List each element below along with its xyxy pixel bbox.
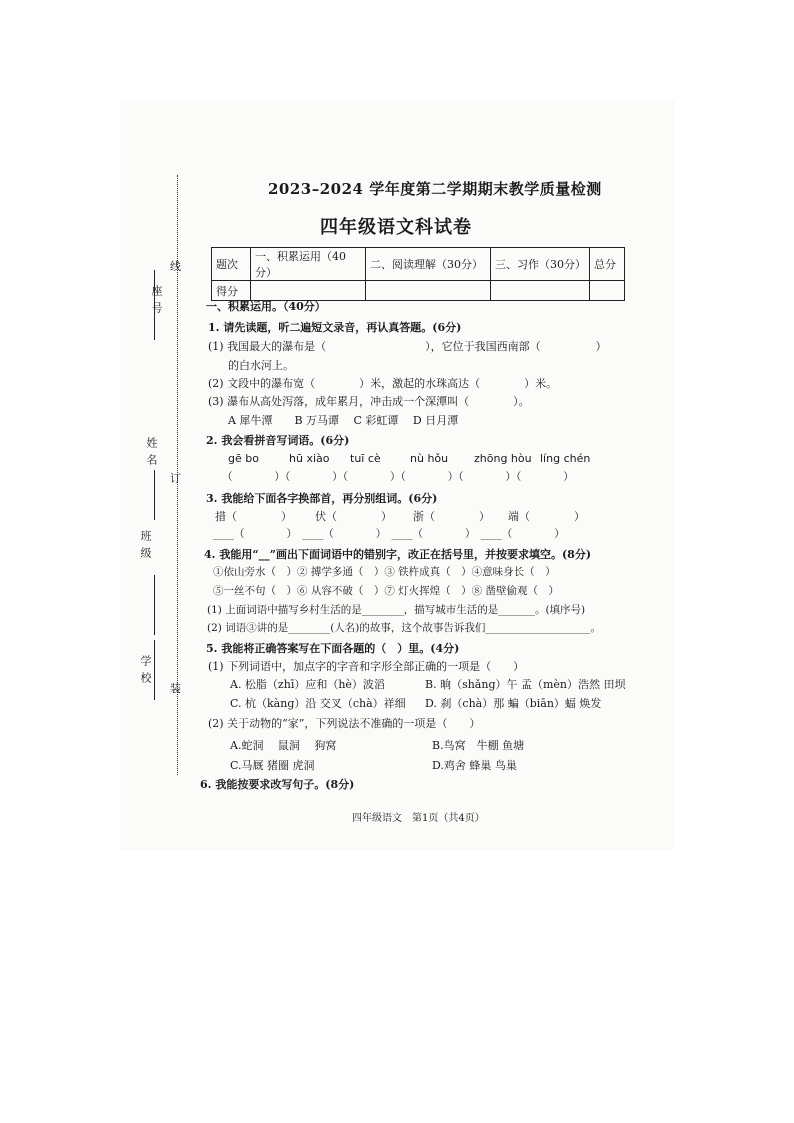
side-label-xuexiao: 学校 — [139, 655, 152, 689]
score-cell: 总分 — [590, 248, 625, 281]
score-cell: 二、阅读理解（30分） — [366, 248, 491, 281]
score-input-cell[interactable] — [491, 281, 590, 301]
q4-row2: ⑤一丝不句（ ）⑥ 从容不破（ ）⑦ 灯火挥煌（ ）⑧ 凿壁偷观（ ） — [213, 585, 560, 597]
exam-title: 2023–2024 学年度第二学期期末教学质量检测 — [268, 180, 602, 198]
q3-char-3: 浙（ ） — [413, 510, 490, 523]
q1-line1b: 的白水河上。 — [228, 359, 294, 372]
name-line — [154, 470, 155, 520]
q2-answer-brackets[interactable]: （ ）（ ）（ ）（ ）（ ）（ ） — [222, 471, 574, 483]
pinyin-1: gē bo — [228, 452, 259, 465]
q4-title: 4. 我能用“__”画出下面词语中的错别字，改正在括号里，并按要求填空。(8分) — [204, 548, 592, 561]
score-table-header-row — [212, 248, 625, 281]
q5-option-d: D. 刹（chà）那 蝙（biān）蝠 焕发 — [425, 697, 602, 710]
pinyin-5: zhōng hòu — [474, 452, 532, 465]
q5-option-a2: A.蛇洞 鼠洞 狗窝 — [230, 739, 337, 752]
q5-option-b: B. 晌（shǎng）午 孟（mèn）浩然 田坝 — [425, 678, 626, 691]
q3-char-4: 端（ ） — [508, 510, 585, 523]
score-input-cell[interactable] — [590, 281, 625, 301]
school-line — [154, 640, 155, 700]
q5-option-c2: C.马厩 猪圈 虎洞 — [230, 759, 315, 772]
pinyin-6: líng chén — [540, 452, 591, 465]
exam-subtitle: 四年级语文科试卷 — [320, 217, 472, 238]
side-label-zuohao: 座号 — [150, 285, 163, 319]
q1-line3: (3) 瀑布从高处泻落，成年累月，冲击成一个深潭叫（ ）。 — [208, 395, 530, 408]
score-cell: 三、习作（30分） — [491, 248, 590, 281]
q1-line1: (1) 我国最大的瀑布是（ ），它位于我国西南部（ ） — [208, 340, 607, 353]
pinyin-4: nù hǒu — [410, 452, 449, 465]
pinyin-2: hū xiào — [289, 452, 330, 465]
q5-part1: (1) 下列词语中，加点字的字音和字形全部正确的一项是（ ） — [208, 660, 525, 673]
side-label-xian: 线 — [170, 260, 181, 273]
q5-title: 5. 我能将正确答案写在下面各题的（ ）里。(4分) — [206, 642, 460, 655]
section-title: 一、积累运用。（40分） — [206, 300, 326, 313]
q5-option-a: A. 松脂（zhī）应和（hè）波滔 — [230, 678, 385, 691]
score-input-cell[interactable] — [366, 281, 491, 301]
pinyin-3: tuī cè — [350, 452, 381, 465]
q4-sub1: (1) 上面词语中描写乡村生活的是________，描写城市生活的是_______。(填序号) — [207, 604, 586, 616]
score-cell: 得分 — [212, 281, 251, 301]
q5-option-b2: B.鸟窝 牛棚 鱼塘 — [432, 739, 525, 752]
q1-line2: (2) 文段中的瀑布宽（ ）米，激起的水珠高达（ ）米。 — [208, 377, 558, 390]
score-cell: 题次 — [212, 248, 251, 281]
q2-title: 2. 我会看拼音写词语。(6分) — [206, 434, 350, 447]
score-table — [211, 247, 625, 301]
q4-row1: ①依山旁水（ ）② 搏学多通（ ）③ 铁杵成真（ ）④意味身长（ ） — [213, 566, 556, 578]
seat-number-line — [154, 270, 155, 340]
q6-title: 6. 我能按要求改写句子。(8分) — [200, 778, 355, 791]
q5-option-d2: D.鸡舍 蜂巢 鸟巢 — [432, 759, 517, 772]
q3-row2[interactable]: ____（ ） ____（ ） ____（ ） ____（ ） — [213, 528, 565, 540]
q5-part2: (2) 关于动物的“家”，下列说法不准确的一项是（ ） — [208, 717, 481, 730]
q1-options: A 犀牛潭 B 万马谭 C 彩虹谭 D 日月潭 — [228, 414, 459, 427]
q3-char-2: 伏（ ） — [315, 510, 392, 523]
side-label-xingming: 姓名 — [145, 437, 158, 471]
q5-option-c: C. 杭（kàng）沿 交叉（chà）祥细 — [230, 697, 406, 710]
page-footer: 四年级语文 第1页（共4页） — [352, 813, 485, 824]
side-label-zhuang: 装 — [170, 682, 181, 695]
q4-sub2: (2) 词语③讲的是________(人名)的故事，这个故事告诉我们____________________。 — [207, 622, 601, 634]
side-label-banji: 班级 — [139, 530, 152, 564]
q3-title: 3. 我能给下面各字换部首，再分别组词。(6分) — [206, 492, 438, 505]
q3-char-1: 措（ ） — [215, 510, 292, 523]
score-cell: 一、积累运用（40分） — [251, 248, 366, 281]
class-line — [154, 575, 155, 635]
side-label-ding: 订 — [170, 472, 181, 485]
q1-title: 1. 请先读题，听二遍短文录音，再认真答题。(6分) — [208, 321, 462, 334]
